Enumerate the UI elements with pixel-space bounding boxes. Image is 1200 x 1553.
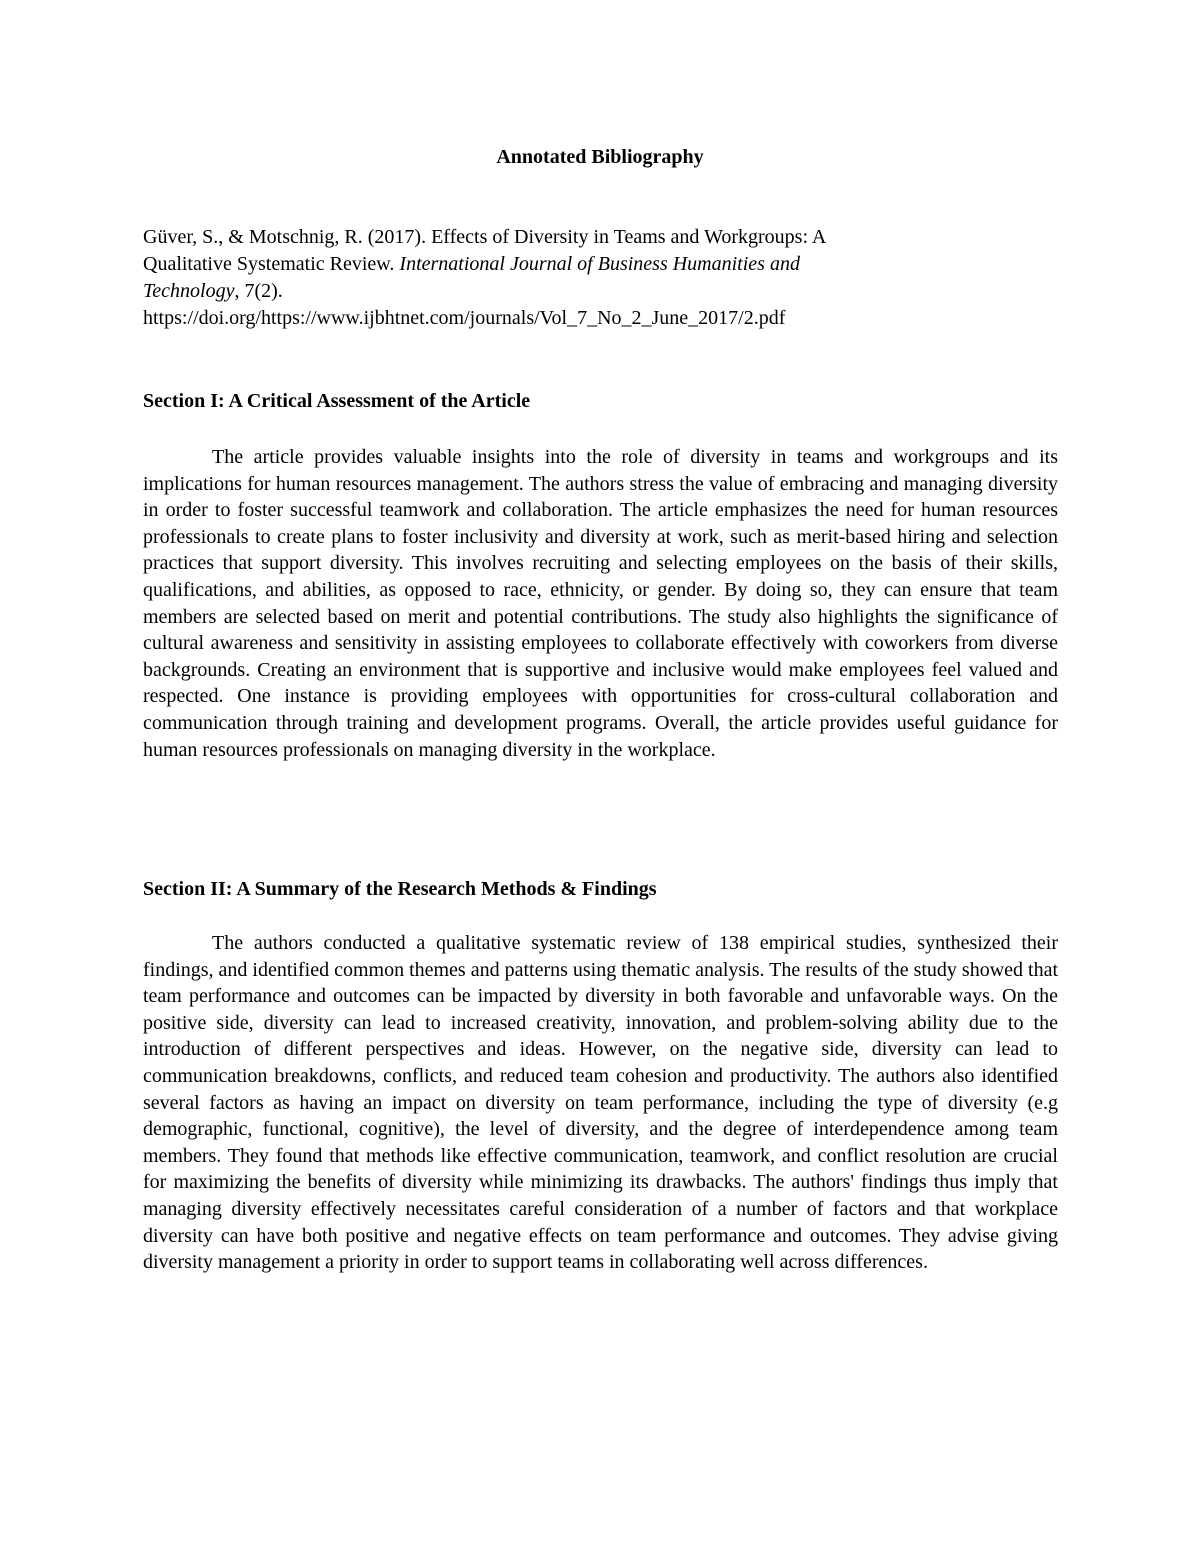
section-1-body: The article provides valuable insights into the role of diversity in teams and workgroups and its implications for human resources management. The authors stress the value of embracing and managing diversity in order to foster successful teamwork and collaboration. The article emphasizes the need for human resources professionals to create plans to foster inclusivity and diversity at work, such as merit-based hiring and selection practices that support diversity. This involves recruiting and selecting employees on the basis of their skills, qualifications, and abilities, as opposed to race, ethnicity, or gender. By doing so, they can ensure that team members are selected based on merit and potential contributions. The study also highlights the significance of cultural awareness and sensitivity in assisting employees to collaborate effectively with coworkers from diverse backgrounds. Creating an environment that is supportive and inclusive would make employees feel valued and respected. One instance is providing employees with opportunities for cross-cultural collaboration and communication through training and development programs. Overall, the article provides useful guidance for human resources professionals on managing diversity in the workplace. xyxy=(143,446,1058,761)
citation-volume-issue: , 7(2). xyxy=(234,280,283,302)
section-2-heading: Section II: A Summary of the Research Methods & Findings xyxy=(143,878,657,900)
citation-subtitle: Qualitative Systematic Review. xyxy=(143,253,400,275)
citation-reference xyxy=(143,224,1113,332)
document-title: Annotated Bibliography xyxy=(496,146,704,168)
citation-line-3 xyxy=(143,278,1113,305)
section-1-heading: Section I: A Critical Assessment of the Article xyxy=(143,390,531,412)
section-2-body: The authors conducted a qualitative systematic review of 138 empirical studies, synthesized their findings, and identified common themes and patterns using thematic analysis. The results of the study showed that team performance and outcomes can be impacted by diversity in both favorable and unfavorable ways. On the positive side, diversity can lead to increased creativity, innovation, and problem-solving ability due to the introduction of different perspectives and ideas. However, on the negative side, diversity can lead to communication breakdowns, conflicts, and reduced team cohesion and productivity. The authors also identified several factors as having an impact on diversity on team performance, including the type of diversity (e.g demographic, functional, cognitive), the level of diversity, and the degree of interdependence among team members. They found that methods like effective communication, teamwork, and conflict resolution are crucial for maximizing the benefits of diversity while minimizing its drawbacks. The authors' findings thus imply that managing diversity effectively necessitates careful consideration of a number of factors and that workplace diversity can have both positive and negative effects on team performance and outcomes. They advise giving diversity management a priority in order to support teams in collaborating well across differences. xyxy=(143,932,1059,1274)
citation-journal-name: International Journal of Business Humanities and xyxy=(399,253,800,275)
citation-authors-title-line: Güver, S., & Motschnig, R. (2017). Effects of Diversity in Teams and Workgroups: A xyxy=(143,226,827,248)
citation-doi-link[interactable]: https://doi.org/https://www.ijbhtnet.com/journals/Vol_7_No_2_June_2017/2.pdf xyxy=(143,307,786,329)
citation-line-2 xyxy=(143,251,1113,278)
citation-journal-name-cont: Technology xyxy=(143,280,235,302)
